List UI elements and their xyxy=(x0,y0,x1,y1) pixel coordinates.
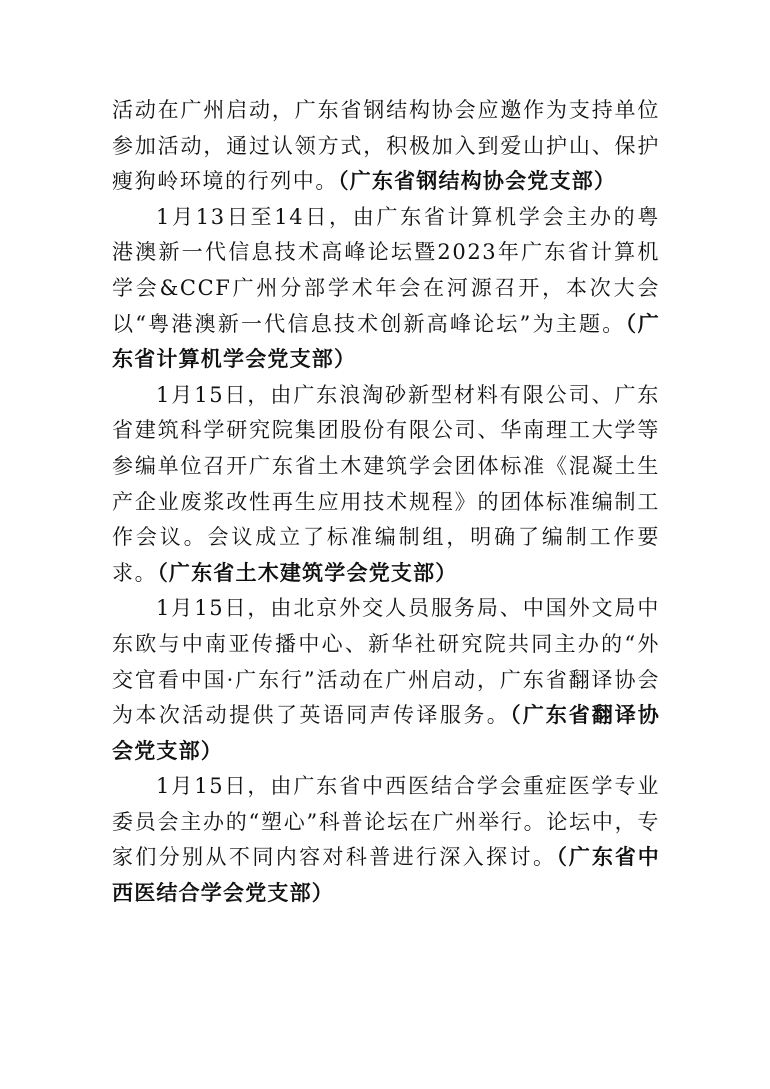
paragraph-source: （广东省翻译协会党支部） xyxy=(112,703,660,763)
news-paragraph-steel-structure xyxy=(112,93,660,200)
document-page xyxy=(112,93,660,912)
paragraph-source: （广东省钢结构协会党支部） xyxy=(338,169,617,194)
paragraph-source: （广东省土木建筑学会党支部） xyxy=(157,560,458,585)
news-paragraph-computer-society xyxy=(112,200,660,378)
paragraph-text: 活动在广州启动，广东省钢结构协会应邀作为支持单位参加活动，通过认领方式，积极加入到爱山护山、保护瘦狗岭环境的行列中。 xyxy=(112,98,660,194)
paragraph-text: 1月15日，由北京外交人员服务局、中国外文局中东欧与中南亚传播中心、新华社研究院共同主办的“外交官看中国·广东行”活动在广州启动，广东省翻译协会为本次活动提供了英语同声传译服务。 xyxy=(112,596,660,728)
news-paragraph-integrated-medicine xyxy=(112,769,660,911)
paragraph-text: 1月13日至14日，由广东省计算机学会主办的粤港澳新一代信息技术高峰论坛暨2023年广东省计算机学会&CCF广州分部学术年会在河源召开，本次大会以“粤港澳新一代信息技术创新高峰论坛”为主题。 xyxy=(112,204,660,336)
paragraph-source: （广东省中西医结合学会党支部） xyxy=(112,845,661,906)
news-paragraph-civil-engineering xyxy=(112,378,660,592)
paragraph-source: （广东省计算机学会党支部） xyxy=(112,311,660,372)
news-paragraph-translators xyxy=(112,591,660,769)
paragraph-text: 1月15日，由广东省中西医结合学会重症医学专业委员会主办的“塑心”科普论坛在广州举行。论坛中，专家们分别从不同内容对科普进行深入探讨。 xyxy=(112,774,660,870)
paragraph-text: 1月15日，由广东浪淘砂新型材料有限公司、广东省建筑科学研究院集团股份有限公司、华南理工大学等参编单位召开广东省土木建筑学会团体标准《混凝土生产企业废浆改性再生应用技术规程》的团体标准编制工作会议。会议成立了标准编制组，明确了编制工作要求。 xyxy=(112,382,660,585)
